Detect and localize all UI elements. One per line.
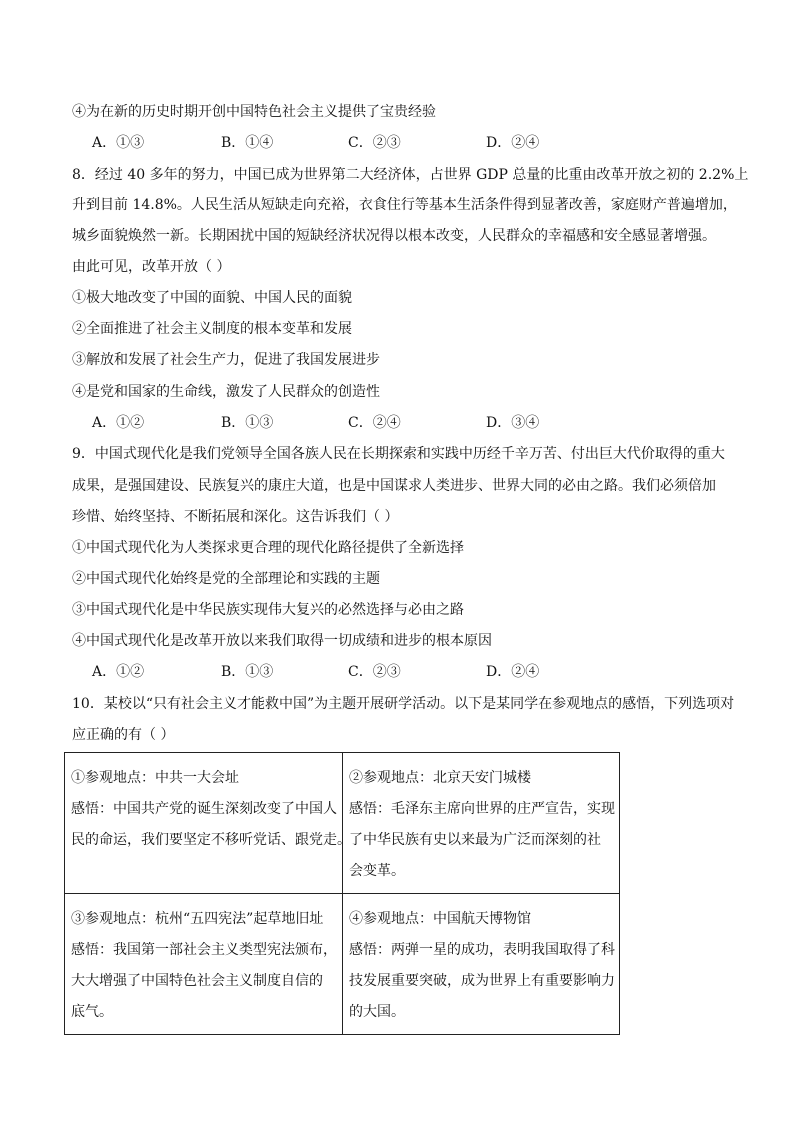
- cell-3-location: ③参观地点：杭州“五四宪法”起草地旧址: [71, 911, 324, 927]
- q8-option-a: A．①②: [92, 415, 145, 431]
- q8-option-c: C．②④: [348, 415, 401, 431]
- q10-stem-line: 10．某校以“只有社会主义才能救中国”为主题开展研学活动。以下是某同学在参观地点的感悟，下列选项对: [72, 696, 735, 712]
- table-cell-2: [343, 753, 620, 894]
- q8-stem-line: 8．经过 40 多年的努力，中国已成为世界第二大经济体，占世界 GDP 总量的比重由改革开放之初的 2.2%上: [72, 167, 749, 183]
- q9-statement: ③中国式现代化是中华民族实现伟大复兴的必然选择与必由之路: [72, 602, 464, 618]
- cell-3-reflection: 底气。: [71, 1004, 113, 1020]
- cell-3-reflection: 感悟：我国第一部社会主义类型宪法颁布，: [71, 942, 337, 958]
- q9-statement: ④中国式现代化是改革开放以来我们取得一切成绩和进步的根本原因: [72, 633, 492, 649]
- q10-table: [64, 752, 620, 1035]
- q8-stem-line: 城乡面貌焕然一新。长期困扰中国的短缺经济状况得以根本改变，人民群众的幸福感和安全感显著增强。: [72, 228, 716, 244]
- q7-option-a: A．①③: [92, 135, 145, 151]
- cell-2-location: ②参观地点：北京天安门城楼: [349, 770, 531, 786]
- q9-stem-line: 珍惜、始终坚持、不断拓展和深化。这告诉我们（ ）: [72, 509, 399, 525]
- q7-option-c: C．②③: [348, 135, 401, 151]
- q9-option-d: D．②④: [486, 664, 540, 680]
- q8-statement: ③解放和发展了社会生产力，促进了我国发展进步: [72, 352, 380, 368]
- cell-1-reflection: 民的命运，我们要坚定不移听党话、跟党走。: [71, 832, 351, 848]
- q8-statement: ②全面推进了社会主义制度的根本变革和发展: [72, 321, 352, 337]
- q9-statement: ②中国式现代化始终是党的全部理论和实践的主题: [72, 571, 380, 587]
- q8-statement: ④是党和国家的生命线，激发了人民群众的创造性: [72, 384, 380, 400]
- cell-2-reflection: 会变革。: [349, 863, 405, 879]
- q9-statement: ①中国式现代化为人类探求更合理的现代化路径提供了全新选择: [72, 540, 464, 556]
- cell-1-location: ①参观地点：中共一大会址: [71, 770, 239, 786]
- cell-2-reflection: 了中华民族有史以来最为广泛而深刻的社: [349, 832, 601, 848]
- q8-option-d: D．③④: [486, 415, 540, 431]
- q9-option-b: B．①③: [221, 664, 274, 680]
- cell-1-reflection: 感悟：中国共产党的诞生深刻改变了中国人: [71, 801, 337, 817]
- q8-stem-line: 升到目前 14.8%。人民生活从短缺走向充裕，衣食住行等基本生活条件得到显著改善，家庭财产普遍增加，: [72, 197, 737, 213]
- q9-option-c: C．②③: [348, 664, 401, 680]
- q7-option-b: B．①④: [221, 135, 274, 151]
- q8-statement: ①极大地改变了中国的面貌、中国人民的面貌: [72, 290, 352, 306]
- q7-option-d: D．②④: [486, 135, 540, 151]
- cell-3-reflection: 大大增强了中国特色社会主义制度自信的: [71, 973, 323, 989]
- q10-stem-line: 应正确的有（ ）: [72, 727, 175, 743]
- cell-4-reflection: 的大国。: [349, 1004, 405, 1020]
- q8-stem-line: 由此可见，改革开放（ ）: [72, 259, 231, 275]
- q9-stem-line: 成果，是强国建设、民族复兴的康庄大道，也是中国谋求人类进步、世界大同的必由之路。我们必须倍加: [72, 478, 716, 494]
- table-row: [65, 753, 620, 894]
- q9-stem-line: 9．中国式现代化是我们党领导全国各族人民在长期探索和实践中历经千辛万苦、付出巨大代价取得的重大: [72, 446, 725, 462]
- cell-4-reflection: 技发展重要突破，成为世界上有重要影响力: [349, 973, 615, 989]
- table-cell-4: [343, 894, 620, 1035]
- cell-4-reflection: 感悟：两弹一星的成功，表明我国取得了科: [349, 942, 615, 958]
- q8-option-b: B．①③: [221, 415, 274, 431]
- q9-option-a: A．①②: [92, 664, 145, 680]
- table-row: [65, 894, 620, 1035]
- cell-2-reflection: 感悟：毛泽东主席向世界的庄严宣告，实现: [349, 801, 615, 817]
- table-cell-1: [65, 753, 351, 894]
- table-cell-3: [65, 894, 343, 1035]
- cell-4-location: ④参观地点：中国航天博物馆: [349, 911, 531, 927]
- q7-statement-4: ④为在新的历史时期开创中国特色社会主义提供了宝贵经验: [72, 104, 436, 120]
